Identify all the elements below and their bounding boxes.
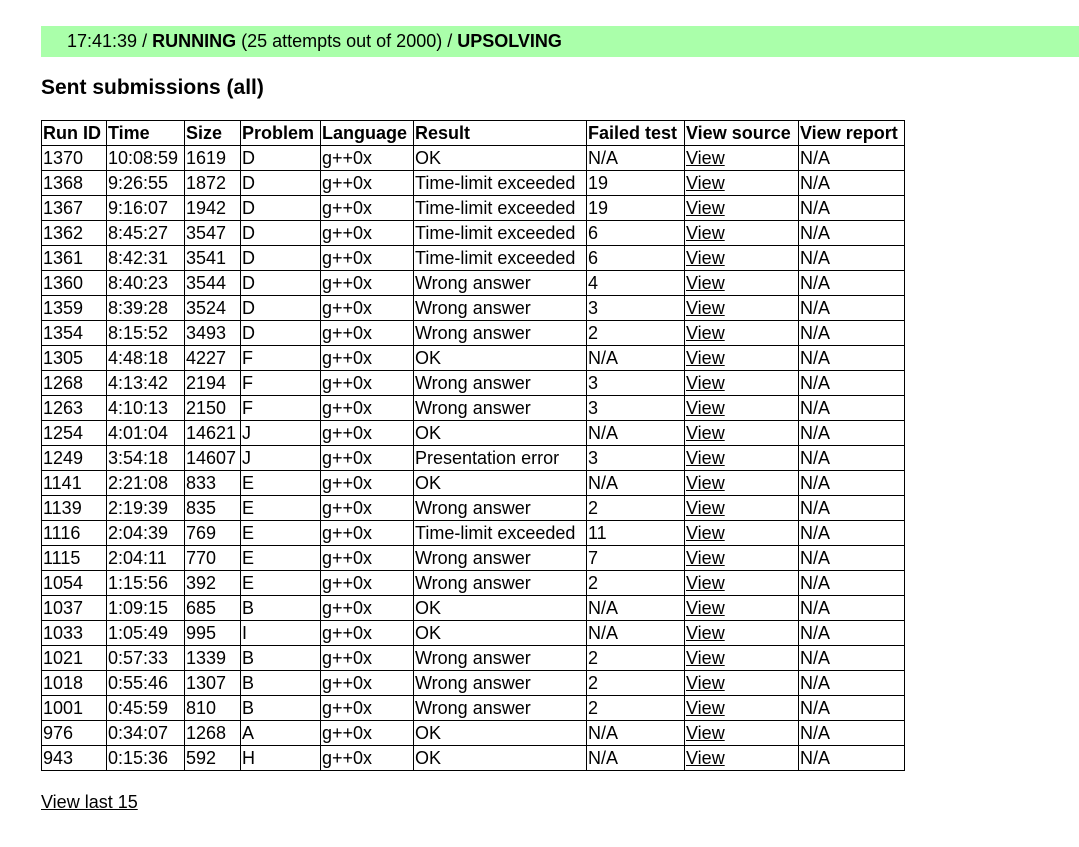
header-time: Time [107,121,185,146]
failed-test-cell: 11 [587,521,685,546]
time-cell: 9:16:07 [107,196,185,221]
failed-test-cell: 4 [587,271,685,296]
language-cell: g++0x [321,421,414,446]
language-cell: g++0x [321,571,414,596]
time-cell: 8:42:31 [107,246,185,271]
time-cell: 2:04:11 [107,546,185,571]
result-cell: OK [414,621,587,646]
language-cell: g++0x [321,471,414,496]
view-report-cell: N/A [799,596,905,621]
view-source-link[interactable]: View [686,422,725,443]
run-id-cell: 1037 [42,596,107,621]
size-cell: 1307 [185,671,241,696]
view-source-link[interactable]: View [686,172,725,193]
submissions-table [41,120,905,771]
table-row [42,546,905,571]
problem-cell: J [241,421,321,446]
table-row [42,396,905,421]
view-report-cell: N/A [799,696,905,721]
time-cell: 8:39:28 [107,296,185,321]
size-cell: 592 [185,746,241,771]
problem-cell: D [241,271,321,296]
language-cell: g++0x [321,596,414,621]
run-id-cell: 1018 [42,671,107,696]
failed-test-cell: 6 [587,221,685,246]
run-id-cell: 1254 [42,421,107,446]
run-id-cell: 1367 [42,196,107,221]
failed-test-cell: 19 [587,196,685,221]
view-source-cell [685,371,799,396]
view-source-link[interactable]: View [686,672,725,693]
failed-test-cell: 3 [587,396,685,421]
result-cell: Wrong answer [414,321,587,346]
view-report-cell: N/A [799,621,905,646]
failed-test-cell: 7 [587,546,685,571]
run-id-cell: 1368 [42,171,107,196]
size-cell: 14607 [185,446,241,471]
view-source-link[interactable]: View [686,572,725,593]
contest-state: RUNNING [152,31,237,51]
result-cell: OK [414,421,587,446]
problem-cell: B [241,646,321,671]
view-last-15-link[interactable]: View last 15 [41,792,138,812]
problem-cell: F [241,396,321,421]
view-source-link[interactable]: View [686,622,725,643]
table-row [42,146,905,171]
failed-test-cell: 19 [587,171,685,196]
view-source-link[interactable]: View [686,547,725,568]
view-source-cell [685,546,799,571]
problem-cell: E [241,546,321,571]
result-cell: OK [414,721,587,746]
result-cell: OK [414,346,587,371]
table-row [42,246,905,271]
table-row [42,496,905,521]
contest-mode: UPSOLVING [457,31,562,51]
failed-test-cell: N/A [587,621,685,646]
view-source-cell [685,696,799,721]
view-report-cell: N/A [799,471,905,496]
table-row [42,471,905,496]
size-cell: 835 [185,496,241,521]
language-cell: g++0x [321,621,414,646]
view-report-cell: N/A [799,146,905,171]
header-result: Result [414,121,587,146]
failed-test-cell: 3 [587,446,685,471]
view-report-cell: N/A [799,421,905,446]
view-source-link[interactable]: View [686,372,725,393]
problem-cell: I [241,621,321,646]
table-row [42,346,905,371]
run-id-cell: 1370 [42,146,107,171]
view-source-cell [685,171,799,196]
view-source-cell [685,496,799,521]
view-source-cell [685,421,799,446]
view-source-cell [685,721,799,746]
table-row [42,171,905,196]
time-cell: 1:05:49 [107,621,185,646]
result-cell: Wrong answer [414,571,587,596]
view-report-cell: N/A [799,646,905,671]
run-id-cell: 1141 [42,471,107,496]
problem-cell: E [241,471,321,496]
header-size: Size [185,121,241,146]
view-source-cell [685,196,799,221]
problem-cell: F [241,371,321,396]
table-row [42,696,905,721]
failed-test-cell: 3 [587,371,685,396]
view-report-cell: N/A [799,346,905,371]
size-cell: 770 [185,546,241,571]
language-cell: g++0x [321,196,414,221]
language-cell: g++0x [321,696,414,721]
size-cell: 3493 [185,321,241,346]
view-source-link[interactable]: View [686,297,725,318]
language-cell: g++0x [321,246,414,271]
view-report-cell: N/A [799,496,905,521]
failed-test-cell: N/A [587,471,685,496]
size-cell: 995 [185,621,241,646]
view-source-cell [685,521,799,546]
result-cell: Wrong answer [414,671,587,696]
table-row [42,221,905,246]
attempts-count: (25 attempts out of 2000) / [236,31,458,51]
table-row [42,521,905,546]
table-row [42,746,905,771]
language-cell: g++0x [321,346,414,371]
header-run-id: Run ID [42,121,107,146]
problem-cell: B [241,671,321,696]
failed-test-cell: N/A [587,146,685,171]
problem-cell: A [241,721,321,746]
time-cell: 8:15:52 [107,321,185,346]
time-cell: 0:55:46 [107,671,185,696]
view-source-cell [685,446,799,471]
size-cell: 1619 [185,146,241,171]
table-row [42,721,905,746]
size-cell: 392 [185,571,241,596]
size-cell: 685 [185,596,241,621]
problem-cell: D [241,221,321,246]
view-report-cell: N/A [799,321,905,346]
view-source-cell [685,671,799,696]
size-cell: 3524 [185,296,241,321]
language-cell: g++0x [321,646,414,671]
view-source-link[interactable]: View [686,647,725,668]
language-cell: g++0x [321,371,414,396]
failed-test-cell: N/A [587,596,685,621]
view-source-cell [685,621,799,646]
result-cell: Time-limit exceeded [414,521,587,546]
language-cell: g++0x [321,321,414,346]
failed-test-cell: 3 [587,296,685,321]
size-cell: 769 [185,521,241,546]
table-row [42,421,905,446]
problem-cell: D [241,146,321,171]
result-cell: Time-limit exceeded [414,246,587,271]
table-row [42,571,905,596]
result-cell: Wrong answer [414,296,587,321]
view-source-link[interactable]: View [686,697,725,718]
submissions-table-body [42,146,905,771]
run-id-cell: 1305 [42,346,107,371]
problem-cell: D [241,171,321,196]
view-source-link[interactable]: View [686,447,725,468]
run-id-cell: 1139 [42,496,107,521]
failed-test-cell: 2 [587,671,685,696]
view-source-link[interactable]: View [686,347,725,368]
failed-test-cell: N/A [587,346,685,371]
view-source-link[interactable]: View [686,197,725,218]
view-source-cell [685,146,799,171]
view-source-link[interactable]: View [686,522,725,543]
view-report-cell: N/A [799,721,905,746]
time-cell: 0:15:36 [107,746,185,771]
problem-cell: B [241,596,321,621]
time-cell: 3:54:18 [107,446,185,471]
view-source-cell [685,271,799,296]
result-cell: Wrong answer [414,546,587,571]
size-cell: 810 [185,696,241,721]
failed-test-cell: N/A [587,746,685,771]
problem-cell: E [241,496,321,521]
result-cell: Wrong answer [414,646,587,671]
view-report-cell: N/A [799,196,905,221]
view-report-cell: N/A [799,546,905,571]
run-id-cell: 1362 [42,221,107,246]
language-cell: g++0x [321,221,414,246]
page-title: Sent submissions (all) [41,76,264,99]
time-cell: 2:21:08 [107,471,185,496]
view-source-cell [685,646,799,671]
time-cell: 8:40:23 [107,271,185,296]
table-row [42,596,905,621]
language-cell: g++0x [321,296,414,321]
contest-status-bar [41,26,1079,57]
size-cell: 833 [185,471,241,496]
size-cell: 1339 [185,646,241,671]
size-cell: 3544 [185,271,241,296]
view-source-link[interactable]: View [686,747,725,768]
view-report-cell: N/A [799,671,905,696]
view-source-link[interactable]: View [686,322,725,343]
run-id-cell: 1263 [42,396,107,421]
size-cell: 3541 [185,246,241,271]
result-cell: Time-limit exceeded [414,221,587,246]
result-cell: Wrong answer [414,496,587,521]
run-id-cell: 1360 [42,271,107,296]
size-cell: 14621 [185,421,241,446]
run-id-cell: 1021 [42,646,107,671]
size-cell: 1268 [185,721,241,746]
view-report-cell: N/A [799,246,905,271]
result-cell: Wrong answer [414,271,587,296]
view-source-link[interactable]: View [686,397,725,418]
failed-test-cell: 2 [587,496,685,521]
table-header-row [42,121,905,146]
view-source-link[interactable]: View [686,722,725,743]
run-id-cell: 1354 [42,321,107,346]
view-source-link[interactable]: View [686,272,725,293]
result-cell: OK [414,471,587,496]
language-cell: g++0x [321,746,414,771]
header-view-report: View report [799,121,905,146]
time-cell: 4:01:04 [107,421,185,446]
problem-cell: D [241,196,321,221]
result-cell: Presentation error [414,446,587,471]
result-cell: Wrong answer [414,371,587,396]
result-cell: OK [414,746,587,771]
status-separator: / [137,31,153,51]
problem-cell: E [241,571,321,596]
view-source-cell [685,396,799,421]
run-id-cell: 976 [42,721,107,746]
time-cell: 4:48:18 [107,346,185,371]
failed-test-cell: 2 [587,571,685,596]
problem-cell: B [241,696,321,721]
run-id-cell: 943 [42,746,107,771]
view-source-cell [685,571,799,596]
view-report-cell: N/A [799,271,905,296]
result-cell: Wrong answer [414,396,587,421]
view-report-cell: N/A [799,221,905,246]
time-cell: 1:15:56 [107,571,185,596]
time-cell: 0:34:07 [107,721,185,746]
language-cell: g++0x [321,396,414,421]
language-cell: g++0x [321,171,414,196]
size-cell: 4227 [185,346,241,371]
header-failed-test: Failed test [587,121,685,146]
table-row [42,621,905,646]
time-cell: 0:45:59 [107,696,185,721]
view-report-cell: N/A [799,446,905,471]
view-source-cell [685,596,799,621]
view-report-cell: N/A [799,571,905,596]
time-cell: 8:45:27 [107,221,185,246]
view-report-cell: N/A [799,371,905,396]
result-cell: Wrong answer [414,696,587,721]
size-cell: 3547 [185,221,241,246]
view-source-cell [685,221,799,246]
result-cell: OK [414,596,587,621]
server-time: 17:41:39 [67,31,138,51]
problem-cell: D [241,296,321,321]
view-report-cell: N/A [799,171,905,196]
header-problem: Problem [241,121,321,146]
view-source-cell [685,346,799,371]
view-report-cell: N/A [799,521,905,546]
problem-cell: F [241,346,321,371]
view-report-cell: N/A [799,396,905,421]
failed-test-cell: 2 [587,646,685,671]
table-row [42,646,905,671]
language-cell: g++0x [321,521,414,546]
language-cell: g++0x [321,446,414,471]
table-row [42,671,905,696]
run-id-cell: 1115 [42,546,107,571]
failed-test-cell: 2 [587,696,685,721]
language-cell: g++0x [321,671,414,696]
problem-cell: D [241,246,321,271]
view-source-link[interactable]: View [686,497,725,518]
run-id-cell: 1033 [42,621,107,646]
table-row [42,371,905,396]
language-cell: g++0x [321,496,414,521]
run-id-cell: 1361 [42,246,107,271]
header-language: Language [321,121,414,146]
time-cell: 9:26:55 [107,171,185,196]
language-cell: g++0x [321,271,414,296]
view-source-cell [685,471,799,496]
view-source-cell [685,246,799,271]
table-row [42,271,905,296]
table-row [42,321,905,346]
result-cell: Time-limit exceeded [414,196,587,221]
run-id-cell: 1116 [42,521,107,546]
table-row [42,446,905,471]
view-source-cell [685,746,799,771]
run-id-cell: 1054 [42,571,107,596]
time-cell: 4:10:13 [107,396,185,421]
time-cell: 10:08:59 [107,146,185,171]
failed-test-cell: 2 [587,321,685,346]
run-id-cell: 1268 [42,371,107,396]
view-report-cell: N/A [799,296,905,321]
size-cell: 2150 [185,396,241,421]
view-source-link[interactable]: View [686,147,725,168]
size-cell: 1872 [185,171,241,196]
language-cell: g++0x [321,721,414,746]
language-cell: g++0x [321,546,414,571]
header-view-source: View source [685,121,799,146]
view-source-link[interactable]: View [686,247,725,268]
time-cell: 1:09:15 [107,596,185,621]
problem-cell: E [241,521,321,546]
time-cell: 4:13:42 [107,371,185,396]
time-cell: 2:04:39 [107,521,185,546]
view-source-link[interactable]: View [686,597,725,618]
language-cell: g++0x [321,146,414,171]
view-report-cell: N/A [799,746,905,771]
size-cell: 1942 [185,196,241,221]
failed-test-cell: N/A [587,421,685,446]
view-source-cell [685,296,799,321]
failed-test-cell: 6 [587,246,685,271]
table-row [42,296,905,321]
view-source-cell [685,321,799,346]
run-id-cell: 1001 [42,696,107,721]
problem-cell: J [241,446,321,471]
time-cell: 2:19:39 [107,496,185,521]
time-cell: 0:57:33 [107,646,185,671]
result-cell: OK [414,146,587,171]
size-cell: 2194 [185,371,241,396]
result-cell: Time-limit exceeded [414,171,587,196]
run-id-cell: 1359 [42,296,107,321]
failed-test-cell: N/A [587,721,685,746]
view-source-link[interactable]: View [686,222,725,243]
view-source-link[interactable]: View [686,472,725,493]
run-id-cell: 1249 [42,446,107,471]
problem-cell: D [241,321,321,346]
table-row [42,196,905,221]
problem-cell: H [241,746,321,771]
